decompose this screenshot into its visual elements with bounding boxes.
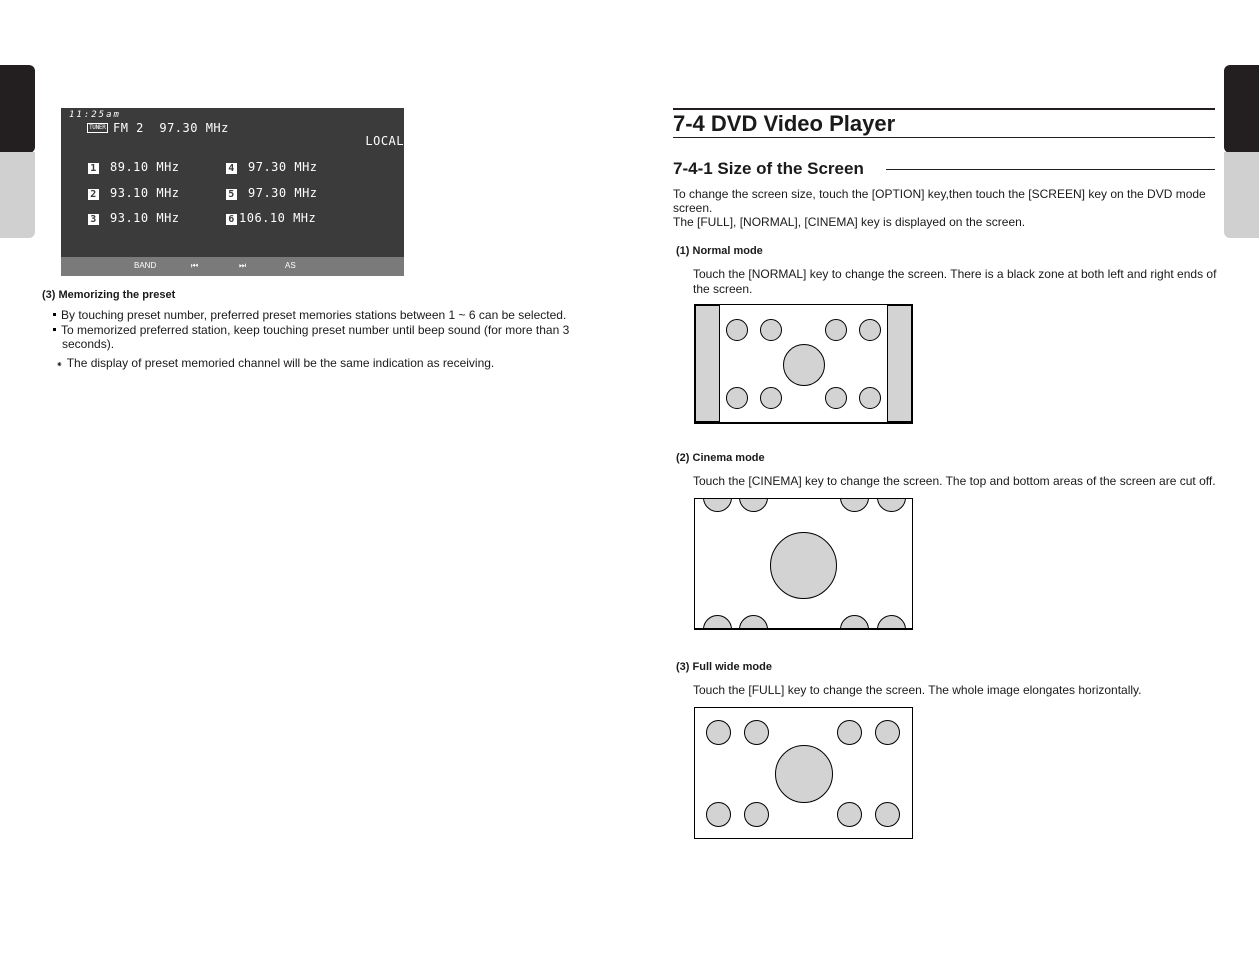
full-wide-mode-description: Touch the [FULL] key to change the screen. The whole image elongates horizontally.: [693, 683, 1142, 697]
preset-button-2[interactable]: 2 93.10 MHz: [88, 186, 180, 200]
tuner-screen-illustration: [61, 108, 404, 276]
diagram-circle: [703, 498, 732, 512]
diagram-circle: [875, 802, 900, 827]
band-button[interactable]: BAND: [134, 261, 157, 270]
tuner-source-badge: TUNER: [89, 124, 106, 131]
diagram-circle: [859, 387, 881, 409]
diagram-circle: [726, 387, 748, 409]
preset-frequency: 106.10 MHz: [239, 211, 317, 225]
diagram-circle: [875, 720, 900, 745]
diagram-circle: [744, 802, 769, 827]
right-section-tab-gray: [1224, 152, 1259, 238]
auto-store-button[interactable]: AS: [285, 261, 296, 270]
memorizing-preset-heading: (3) Memorizing the preset: [42, 289, 176, 301]
cinema-mode-diagram: [694, 498, 913, 630]
clock-display: 11:25am: [69, 110, 121, 120]
subsection-rule: [886, 169, 1215, 170]
left-section-tab-dark: [0, 65, 35, 153]
diagram-circle: [744, 720, 769, 745]
diagram-circle: [783, 344, 825, 386]
diagram-circle: [770, 532, 837, 599]
diagram-circle: [739, 498, 768, 512]
preset-button-3[interactable]: 3 93.10 MHz: [88, 211, 180, 225]
diagram-circle: [706, 802, 731, 827]
normal-mode-description: Touch the [NORMAL] key to change the screen. There is a black zone at both left and right ends of the screen.: [693, 267, 1217, 296]
title-top-rule: [673, 108, 1215, 110]
diagram-circle: [739, 615, 768, 630]
intro-paragraph: To change the screen size, touch the [OPTION] key,then touch the [SCREEN] key on the DVD mode screen. The [FULL], [NORMAL], [CINEMA] key is displayed on the screen.: [673, 187, 1206, 229]
preset-frequency: 97.30 MHz: [248, 186, 318, 200]
right-black-zone: [887, 305, 912, 422]
preset-frequency: 93.10 MHz: [110, 186, 180, 200]
bullet-icon: [53, 313, 56, 316]
preset-button-1[interactable]: 1 89.10 MHz: [88, 160, 180, 174]
full-wide-mode-diagram: [694, 707, 913, 839]
local-indicator: LOCAL: [365, 134, 404, 148]
bullet-item: By touching preset number, preferred preset memories stations between 1 ~ 6 can be selected.: [53, 308, 593, 322]
title-bottom-rule: [673, 137, 1215, 138]
diagram-circle: [706, 720, 731, 745]
cinema-mode-heading: (2) Cinema mode: [676, 452, 765, 464]
right-section-tab-dark: [1224, 65, 1259, 153]
preset-frequency: 89.10 MHz: [110, 160, 180, 174]
diagram-circle: [760, 387, 782, 409]
full-wide-mode-heading: (3) Full wide mode: [676, 661, 772, 673]
preset-button-6[interactable]: 6 106.10 MHz: [226, 211, 316, 225]
diagram-circle: [775, 745, 833, 803]
diagram-circle: [760, 319, 782, 341]
normal-mode-heading: (1) Normal mode: [676, 245, 763, 257]
bullet-item: To memorized preferred station, keep touching preset number until beep sound (for more than 3: [53, 323, 593, 337]
band-frequency-display: FM 2 97.30 MHz: [113, 121, 229, 135]
diagram-circle: [859, 319, 881, 341]
diagram-circle: [877, 498, 906, 512]
preset-button-5[interactable]: 5 97.30 MHz: [226, 186, 318, 200]
bullet-item-continuation: seconds).: [62, 337, 115, 351]
note: ⁕ The display of preset memoried channel will be the same indication as receiving.: [56, 356, 495, 370]
diagram-circle: [825, 319, 847, 341]
diagram-circle: [840, 498, 869, 512]
diagram-circle: [840, 615, 869, 630]
normal-mode-diagram: [694, 304, 913, 424]
diagram-circle: [837, 720, 862, 745]
diagram-circle: [825, 387, 847, 409]
section-title: 7-4 DVD Video Player: [673, 111, 896, 136]
preset-button-4[interactable]: 4 97.30 MHz: [226, 160, 318, 174]
preset-frequency: 97.30 MHz: [248, 160, 318, 174]
diagram-circle: [877, 615, 906, 630]
tuner-control-bar: [61, 257, 404, 276]
preset-frequency: 93.10 MHz: [110, 211, 180, 225]
left-black-zone: [695, 305, 720, 422]
seek-previous-icon[interactable]: ⏮: [191, 261, 199, 270]
cinema-mode-description: Touch the [CINEMA] key to change the screen. The top and bottom areas of the screen are cut off.: [693, 474, 1216, 488]
bullet-icon: [53, 328, 56, 331]
diagram-circle: [726, 319, 748, 341]
diagram-circle: [837, 802, 862, 827]
diagram-circle: [703, 615, 732, 630]
seek-next-icon[interactable]: ⏭: [239, 261, 247, 270]
left-section-tab-gray: [0, 152, 35, 238]
subsection-title: 7-4-1 Size of the Screen: [673, 159, 864, 178]
asterisk-note-icon: ⁕: [56, 360, 63, 369]
